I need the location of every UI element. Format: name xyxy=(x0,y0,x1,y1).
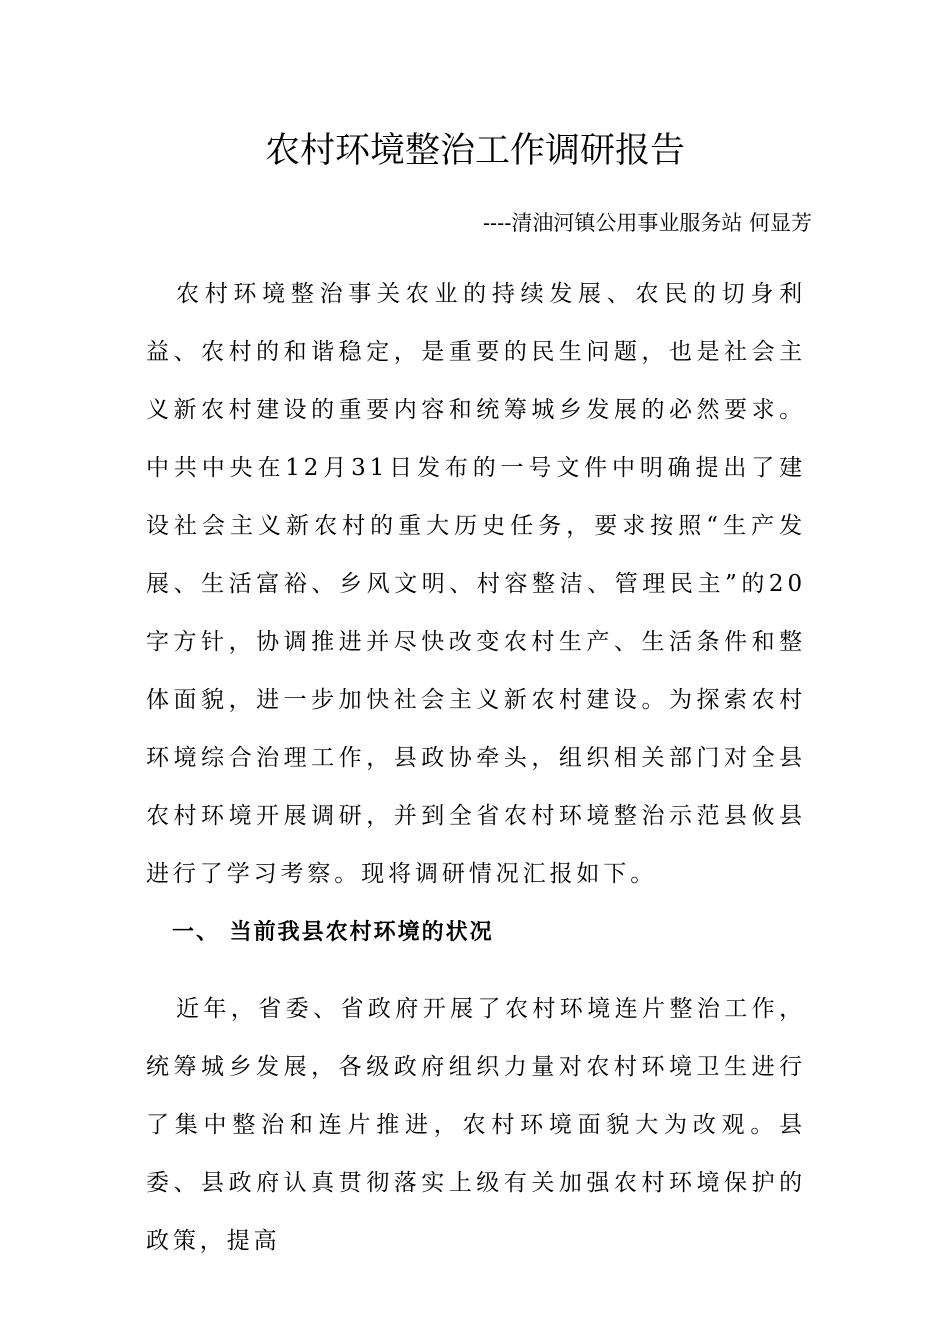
author-line: ----清油河镇公用事业服务站 何显芳 xyxy=(482,211,812,235)
section-heading-1: 一、 当前我县农村环境的状况 xyxy=(172,920,494,945)
body-paragraph-1: 农村环境整治事关农业的持续发展、农民的切身利益、农村的和谐稳定，是重要的民生问题，也是社会主义新农村建设的重要内容和统筹城乡发展的必然要求。中共中央在12月31日发布的一号文件中明确提出了建设社会主义新农村的重大历史任务，要求按照“生产发展、生活富裕、乡风文明、村容整洁、管理民主”的20字方针，协调推进并尽快改变农村生产、生活条件和整体面貌，进一步加快社会主义新农村建设。为探索农村环境综合治理工作，县政协牵头，组织相关部门对全县农村环境开展调研，并到全省农村环境整治示范县攸县进行了学习考察。现将调研情况汇报如下。 xyxy=(146,281,806,887)
body-paragraph-2: 近年，省委、省政府开展了农村环境连片整治工作，统筹城乡发展，各级政府组织力量对农村环境卫生进行了集中整治和连片推进，农村环境面貌大为改观。县委、县政府认真贯彻落实上级有关加强农村环境保护的政策，提高 xyxy=(146,996,806,1254)
document-title: 农村环境整治工作调研报告 xyxy=(264,131,685,171)
